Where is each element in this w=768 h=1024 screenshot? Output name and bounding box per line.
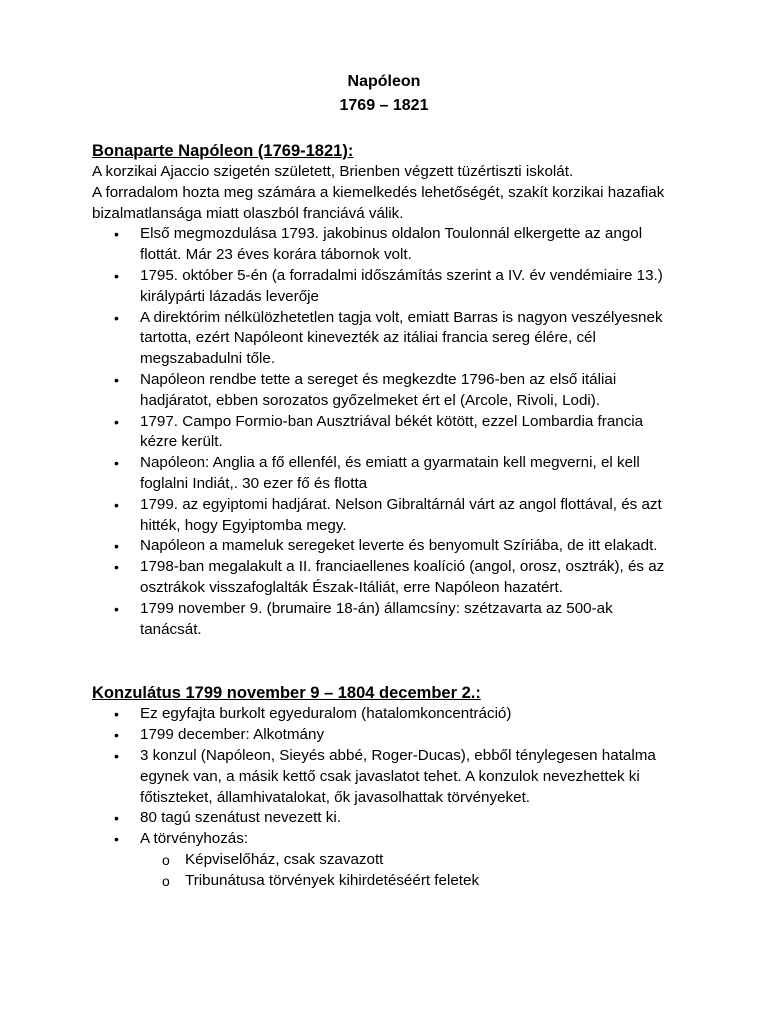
list-item [92,746,676,808]
sub-list-item-text: Tribunátusa törvények kihirdetéséért feletek [185,871,480,889]
paragraph-1: A korzikai Ajaccio szigetén született, Brienben végzett tüzértiszti iskolát. [92,163,574,180]
document-title [92,70,676,118]
list-item [92,704,676,725]
list-item [92,557,676,599]
paragraph-2: A forradalom hozta meg számára a kiemelkedés lehetőségét, szakít korzikai hazafiak bizalmatlansága miatt olaszból franciává válik. [92,183,665,222]
list-item-text: Napóleon rendbe tette a sereget és megkezdte 1796-ben az első itáliai hadjáratot, ebben sorozatos győzelmeket ért el (Arcole, Rivoli, Lodi). [140,370,617,409]
list-item [92,412,676,454]
list-item [92,725,676,746]
list-item [92,308,676,370]
list-item [92,370,676,412]
section-heading-bonaparte: Bonaparte Napóleon (1769-1821): [92,142,354,160]
sub-list-item-text: Képviselőház, csak szavazott [185,850,384,868]
bullet-icon: • [114,226,119,243]
list-item-text: Napóleon a mameluk seregeket leverte és benyomult Szíriába, de itt elakadt. [140,537,658,555]
title-years: 1769 – 1821 [339,97,429,114]
list-item-text: 1799 december: Alkotmány [140,726,325,744]
bullet-icon: • [114,413,119,430]
hollow-bullet-icon: o [162,872,170,889]
list-item [92,599,676,641]
section-bonaparte [92,140,676,640]
bullet-icon: • [114,538,119,555]
sub-list-item [92,850,676,871]
list-item [92,536,676,557]
list-item-text: 1798-ban megalakult a II. franciaellenes koalíció (angol, orosz, osztrák), és az osztrákok visszafoglalták Észak-Itáliát, erre Napóleon hazatért. [140,558,665,596]
list-item-text: 3 konzul (Napóleon, Sieyés abbé, Roger-Ducas), ebből ténylegesen hatalma egynek van, a másik kettő csak javaslatot tehet. A konzulok nevezhettek ki főtiszteket, államhivatalokat, ők javasolhattak törvényeket. [140,746,656,806]
list-item-text: A direktórim nélkülözhetetlen tagja volt, emiatt Barras is nagyon veszélyesnek tartotta, ezért Napóleont kinevezték az itáliai francia sereg élére, cél megszabadulni tőle. [140,308,663,368]
list-item-text: A törvényhozás: [140,830,249,848]
section-heading-konzulatus: Konzulátus 1799 november 9 – 1804 december 2.: [92,684,481,703]
list-item [92,495,676,537]
bullet-icon: • [114,600,119,617]
bullet-icon: • [114,559,119,576]
title-name: Napóleon [347,73,421,90]
list-item-text: Ez egyfajta burkolt egyeduralom (hatalomkoncentráció) [140,705,512,723]
list-item-text: 1797. Campo Formio-ban Ausztriával békét kötött, ezzel Lombardia francia kézre került. [140,412,644,451]
bullet-icon: • [114,496,119,513]
list-item [92,808,676,829]
bullet-icon: • [114,267,119,284]
sub-list-item [92,871,676,892]
sub-bullet-list-torvenyhozas [92,850,676,892]
bullet-icon: • [114,831,119,848]
bullet-icon: • [114,455,119,472]
list-item [92,224,676,266]
bullet-list-konzulatus [92,704,676,850]
bullet-icon: • [114,309,119,326]
list-item-text: 1799 november 9. (brumaire 18-án) államcsíny: szétzavarta az 500-ak tanácsát. [140,599,613,638]
list-item [92,453,676,495]
bullet-icon: • [114,706,119,723]
list-item-text: Első megmozdulása 1793. jakobinus oldalon Toulonnál elkergette az angol flottát. Már 23 éves korára tábornok volt. [140,225,643,264]
hollow-bullet-icon: o [162,851,170,868]
list-item [92,266,676,308]
list-item-text: Napóleon: Anglia a fő ellenfél, és emiatt a gyarmatain kell megverni, el kell foglalni Indiát,. 30 ezer fő és flotta [140,454,640,492]
bullet-icon: • [114,727,119,744]
bullet-list-bonaparte [92,224,676,640]
list-item-text: 1799. az egyiptomi hadjárat. Nelson Gibraltárnál várt az angol flottával, és azt hitték, hogy Egyiptomba megy. [140,495,662,534]
section-konzulatus [92,682,676,891]
bullet-icon: • [114,747,119,764]
list-item-text: 80 tagú szenátust nevezett ki. [140,809,341,827]
list-item [92,829,676,850]
bullet-icon: • [114,810,119,827]
bullet-icon: • [114,371,119,388]
list-item-text: 1795. október 5-én (a forradalmi időszámítás szerint a IV. év vendémiaire 13.) királypárti lázadás leverője [140,266,663,305]
